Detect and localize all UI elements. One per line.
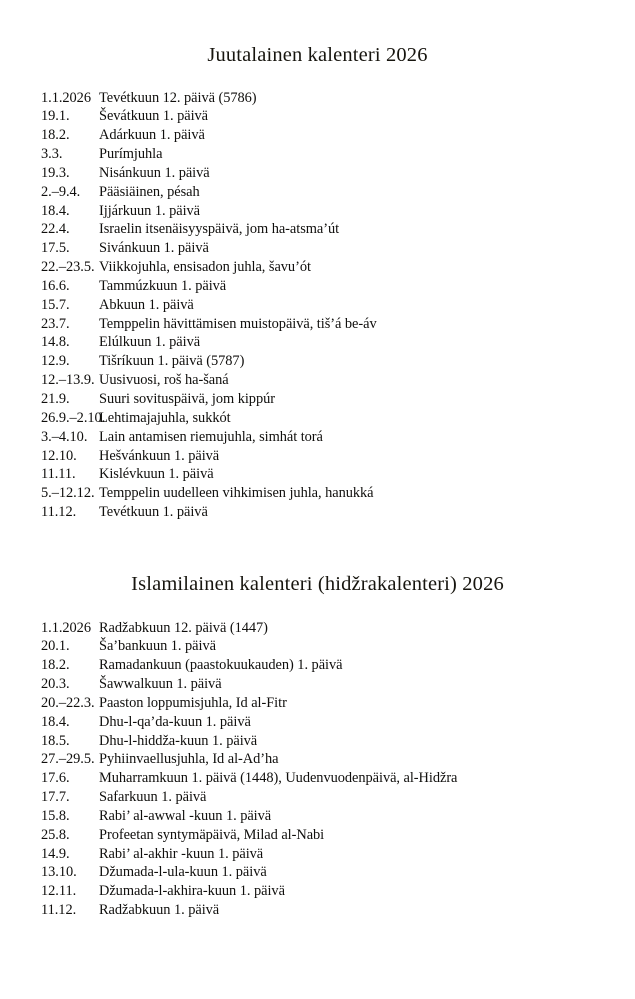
- calendar-entry-row: [0, 202, 635, 221]
- entry-description: Adárkuun 1. päivä: [99, 127, 205, 144]
- calendar-entry-row: [0, 220, 635, 239]
- calendar-entry-row: [0, 656, 635, 675]
- entry-description: Purímjuhla: [99, 146, 163, 163]
- entry-description: Tišríkuun 1. päivä (5787): [99, 353, 245, 370]
- calendar-entry-row: [0, 732, 635, 751]
- calendar-entry-row: [0, 484, 635, 503]
- entry-date: 11.12.: [41, 504, 77, 521]
- entry-description: Pyhiinvaellusjuhla, Id al-Ad’ha: [99, 751, 279, 768]
- entry-date: 16.6.: [41, 277, 70, 294]
- calendar-entry-row: [0, 145, 635, 164]
- entry-date: 3.3.: [41, 146, 63, 163]
- entry-date: 12.10.: [41, 447, 77, 464]
- entry-date: 11.11.: [41, 466, 76, 483]
- entry-date: 19.3.: [41, 164, 70, 181]
- entry-description: Suuri sovituspäivä, jom kippúr: [99, 391, 275, 407]
- entry-date: 5.–12.12.: [41, 485, 95, 502]
- entry-date: 21.9.: [41, 391, 70, 407]
- calendar-entry-row: [0, 901, 635, 920]
- entry-description: Viikkojuhla, ensisadon juhla, šavu’ót: [99, 259, 311, 276]
- entry-description: Lehtimajajuhla, sukkót: [99, 409, 231, 426]
- page-title-islamic-calendar: Islamilainen kalenteri (hidžrakalenteri) 2026: [131, 573, 504, 595]
- entry-description: Hešvánkuun 1. päivä: [99, 447, 220, 464]
- entry-date: 20.3.: [41, 676, 70, 693]
- jewish-calendar-list: [0, 89, 635, 522]
- calendar-entry-row: [0, 390, 635, 409]
- calendar-entry-row: [0, 465, 635, 484]
- calendar-entry-row: [0, 863, 635, 882]
- calendar-entry-row: [0, 164, 635, 183]
- entry-description: Dhu-l-hiddža-kuun 1. päivä: [99, 732, 258, 749]
- calendar-entry-row: [0, 845, 635, 864]
- entry-description: Ševátkuun 1. päivä: [99, 108, 209, 125]
- entry-date: 15.8.: [41, 807, 70, 824]
- calendar-entry-row: [0, 713, 635, 732]
- calendar-entry-row: [0, 826, 635, 845]
- entry-description: Radžabkuun 12. päivä (1447): [99, 619, 268, 636]
- entry-date: 18.2.: [41, 127, 70, 144]
- calendar-entry-row: [0, 428, 635, 447]
- calendar-entry-row: [0, 675, 635, 694]
- calendar-entry-row: [0, 788, 635, 807]
- entry-description: Džumada-l-akhira-kuun 1. päivä: [99, 883, 285, 900]
- page-title-jewish-calendar: Juutalainen kalenteri 2026: [207, 44, 428, 66]
- entry-date: 18.4.: [41, 713, 70, 730]
- entry-date: 15.7.: [41, 296, 70, 313]
- calendar-entry-row: [0, 126, 635, 145]
- entry-description: Safarkuun 1. päivä: [99, 789, 207, 806]
- entry-description: Tevétkuun 1. päivä: [99, 504, 208, 521]
- entry-description: Elúlkuun 1. päivä: [99, 334, 201, 351]
- calendar-entry-row: [0, 258, 635, 277]
- entry-date: 18.5.: [41, 732, 70, 749]
- entry-description: Radžabkuun 1. päivä: [99, 902, 220, 919]
- entry-date: 17.6.: [41, 770, 70, 787]
- entry-description: Lain antamisen riemujuhla, simhát torá: [99, 428, 323, 445]
- entry-description: Muharramkuun 1. päivä (1448), Uudenvuodenpäivä, al-Hidžra: [99, 770, 458, 787]
- entry-description: Šawwalkuun 1. päivä: [99, 676, 222, 693]
- entry-date: 18.4.: [41, 202, 70, 219]
- entry-description: Džumada-l-ula-kuun 1. päivä: [99, 864, 267, 881]
- entry-date: 20.1.: [41, 638, 70, 655]
- entry-date: 27.–29.5.: [41, 751, 95, 768]
- calendar-entry-row: [0, 750, 635, 769]
- entry-date: 14.9.: [41, 845, 70, 862]
- entry-description: Ramadankuun (paastokuukauden) 1. päivä: [99, 657, 343, 674]
- entry-description: Abkuun 1. päivä: [99, 296, 194, 313]
- entry-description: Tammúzkuun 1. päivä: [99, 277, 227, 294]
- calendar-entry-row: [0, 807, 635, 826]
- entry-description: Temppelin hävittämisen muistopäivä, tiš’á be-áv: [99, 315, 377, 332]
- entry-description: Profeetan syntymäpäivä, Milad al-Nabi: [99, 826, 325, 843]
- calendar-entry-row: [0, 239, 635, 258]
- calendar-entry-row: [0, 333, 635, 352]
- entry-date: 20.–22.3.: [41, 694, 95, 711]
- entry-description: Dhu-l-qa’da-kuun 1. päivä: [99, 713, 251, 730]
- islamic-calendar-list: [0, 619, 635, 921]
- entry-description: Paaston loppumisjuhla, Id al-Fitr: [99, 694, 287, 711]
- entry-date: 12.–13.9.: [41, 372, 95, 389]
- entry-date: 12.9.: [41, 353, 70, 370]
- calendar-entry-row: [0, 277, 635, 296]
- entry-date: 1.1.2026: [41, 89, 91, 106]
- entry-date: 22.–23.5.: [41, 259, 95, 276]
- entry-description: Temppelin uudelleen vihkimisen juhla, hanukká: [99, 485, 374, 502]
- entry-date: 23.7.: [41, 315, 70, 332]
- calendar-entry-row: [0, 89, 635, 108]
- calendar-entry-row: [0, 503, 635, 522]
- entry-description: Ša’bankuun 1. päivä: [99, 638, 216, 655]
- entry-description: Pääsiäinen, pésah: [99, 183, 200, 200]
- calendar-entry-row: [0, 409, 635, 428]
- entry-date: 22.4.: [41, 221, 70, 238]
- entry-description: Tevétkuun 12. päivä (5786): [99, 89, 257, 106]
- entry-description: Israelin itsenäisyyspäivä, jom ha-atsma’út: [99, 221, 340, 238]
- entry-date: 2.–9.4.: [41, 183, 81, 200]
- calendar-entry-row: [0, 619, 635, 638]
- entry-date: 1.1.2026: [41, 619, 91, 636]
- calendar-entry-row: [0, 882, 635, 901]
- entry-date: 19.1.: [41, 108, 70, 125]
- entry-date: 25.8.: [41, 826, 70, 843]
- calendar-entry-row: [0, 447, 635, 466]
- entry-description: Ijjárkuun 1. päivä: [99, 202, 201, 219]
- entry-description: Rabi’ al-awwal -kuun 1. päivä: [99, 807, 272, 824]
- entry-description: Uusivuosi, roš ha-šaná: [99, 372, 229, 389]
- entry-description: Nisánkuun 1. päivä: [99, 164, 210, 181]
- calendar-entry-row: [0, 107, 635, 126]
- entry-date: 3.–4.10.: [41, 428, 88, 445]
- calendar-entry-row: [0, 769, 635, 788]
- entry-description: Sivánkuun 1. päivä: [99, 240, 209, 257]
- calendar-entry-row: [0, 183, 635, 202]
- calendar-entry-row: [0, 371, 635, 390]
- entry-date: 17.5.: [41, 240, 70, 257]
- entry-description: Rabi’ al-akhir -kuun 1. päivä: [99, 845, 264, 862]
- entry-date: 11.12.: [41, 902, 77, 919]
- entry-date: 17.7.: [41, 789, 70, 806]
- entry-date: 18.2.: [41, 657, 70, 674]
- entry-description: Kislévkuun 1. päivä: [99, 466, 214, 483]
- section-islamic-calendar: [0, 574, 635, 920]
- calendar-entry-row: [0, 296, 635, 315]
- entry-date: 12.11.: [41, 883, 77, 900]
- entry-date: 13.10.: [41, 864, 77, 881]
- calendar-entry-row: [0, 694, 635, 713]
- calendar-entry-row: [0, 315, 635, 334]
- entry-date: 14.8.: [41, 334, 70, 351]
- calendar-entry-row: [0, 352, 635, 371]
- entry-date: 26.9.–2.10.: [41, 409, 106, 426]
- calendar-entry-row: [0, 637, 635, 656]
